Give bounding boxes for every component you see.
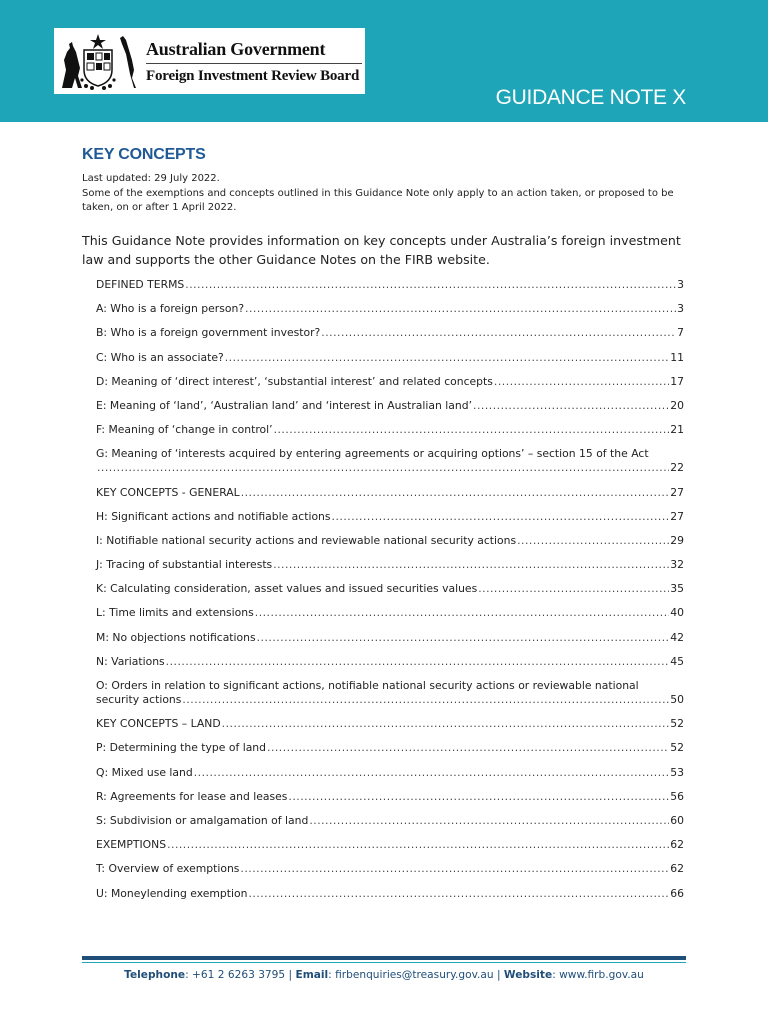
toc-leader: [478, 582, 669, 596]
government-name: Australian Government: [146, 38, 326, 59]
toc-item-page: 27: [670, 509, 684, 523]
toc-item[interactable]: [96, 655, 684, 669]
toc-item-page: 21: [670, 423, 684, 437]
toc-item[interactable]: [96, 375, 684, 389]
toc-item-row: [96, 693, 684, 707]
toc-item[interactable]: [96, 631, 684, 645]
toc-item-page: 62: [670, 862, 684, 876]
agency-name: Foreign Investment Review Board: [146, 67, 360, 84]
toc-item-label: S: Subdivision or amalgamation of land: [96, 813, 309, 827]
logo-text: [146, 38, 362, 85]
toc-item[interactable]: [96, 606, 684, 620]
toc-item[interactable]: [96, 278, 684, 292]
toc-item-page: 22: [670, 461, 684, 475]
toc-item-label: J: Tracing of substantial interests: [96, 558, 273, 572]
toc-item-label: K: Calculating consideration, asset values and issued securities values: [96, 582, 478, 596]
toc-item-label: KEY CONCEPTS - GENERAL: [96, 485, 240, 499]
toc-item[interactable]: [96, 814, 684, 828]
toc-item-page: 62: [670, 838, 684, 852]
toc-item-label: I: Notifiable national security actions and reviewable national security actions: [96, 533, 517, 547]
toc-leader: [288, 790, 669, 804]
toc-leader: [240, 862, 669, 876]
toc-leader: [321, 326, 676, 340]
toc-item[interactable]: [96, 766, 684, 780]
toc-item-label: F: Meaning of ‘change in control’: [96, 423, 273, 437]
toc-leader: [222, 717, 670, 731]
toc-item-page: 40: [670, 606, 684, 620]
toc-item[interactable]: [96, 558, 684, 572]
toc-item-label: L: Time limits and extensions: [96, 606, 254, 620]
toc-item[interactable]: [96, 534, 684, 548]
telephone-label: Telephone: [124, 969, 186, 981]
table-of-contents: [96, 278, 684, 911]
toc-leader: [245, 302, 676, 316]
toc-item-page: 17: [670, 374, 684, 388]
toc-item[interactable]: [96, 486, 684, 500]
toc-item-page: 20: [670, 398, 684, 412]
toc-leader: [166, 655, 670, 669]
toc-leader: [225, 351, 670, 365]
toc-item-label: B: Who is a foreign government investor?: [96, 326, 321, 340]
toc-leader: [309, 814, 669, 828]
toc-item[interactable]: [96, 790, 684, 804]
toc-item[interactable]: [96, 447, 684, 475]
toc-item-label: G: Meaning of ‘interests acquired by entering agreements or acquiring options’ – section 15 of the Act: [96, 447, 649, 461]
toc-leader: [494, 375, 669, 389]
telephone-value: : +61 2 6263 3795 |: [185, 969, 296, 981]
toc-leader: [332, 510, 670, 524]
toc-item-page: 52: [670, 717, 684, 731]
website-label: Website: [503, 969, 553, 981]
toc-item-label: T: Overview of exemptions: [96, 862, 240, 876]
toc-item-label: P: Determining the type of land: [96, 741, 267, 755]
toc-item-page: 11: [670, 350, 684, 364]
toc-item[interactable]: [96, 302, 684, 316]
toc-item[interactable]: [96, 679, 684, 707]
government-logo: [54, 28, 365, 94]
toc-item[interactable]: [96, 838, 684, 852]
toc-leader: [267, 741, 669, 755]
toc-leader: [167, 838, 669, 852]
toc-item[interactable]: [96, 399, 684, 413]
toc-leader: [274, 423, 670, 437]
toc-leader: [273, 558, 669, 572]
toc-item-page: 50: [670, 693, 684, 706]
toc-item-page: 42: [670, 630, 684, 644]
toc-item-label: N: Variations: [96, 654, 165, 668]
toc-item-label: E: Meaning of ‘land’, ‘Australian land’ and ‘interest in Australian land’: [96, 398, 473, 412]
toc-item[interactable]: [96, 510, 684, 524]
toc-item[interactable]: [96, 717, 684, 731]
toc-item-label: C: Who is an associate?: [96, 350, 224, 364]
page-title: KEY CONCEPTS: [82, 146, 206, 163]
toc-item-page: 27: [670, 485, 684, 499]
toc-item-label: M: No objections notifications: [96, 630, 256, 644]
toc-leader: [194, 766, 670, 780]
toc-item-page: 29: [670, 533, 684, 547]
toc-leader: [248, 887, 669, 901]
toc-item-label-cont: security actions: [96, 693, 182, 706]
toc-item-label: U: Moneylending exemption: [96, 886, 248, 900]
last-updated: Last updated: 29 July 2022.: [82, 173, 220, 184]
toc-item-label: O: Orders in relation to significant actions, notifiable national security actions or reviewable national: [96, 679, 639, 692]
footer-contact: [82, 969, 686, 981]
toc-item[interactable]: [96, 887, 684, 901]
footer-rule-thin: [82, 962, 686, 963]
toc-item-page: 3: [677, 278, 684, 291]
toc-item-page: 7: [677, 326, 684, 340]
header-band: [0, 0, 768, 122]
toc-leader: [185, 278, 676, 292]
toc-item-page: 66: [670, 886, 684, 900]
document-meta: [82, 172, 686, 216]
toc-item-label: H: Significant actions and notifiable actions: [96, 509, 331, 523]
toc-item-page: 45: [670, 654, 684, 668]
toc-leader: [97, 461, 669, 475]
toc-item[interactable]: [96, 582, 684, 596]
toc-leader: [182, 693, 669, 707]
website-value[interactable]: : www.firb.gov.au: [552, 969, 644, 981]
toc-item-label: EXEMPTIONS: [96, 838, 167, 852]
toc-item-page: 53: [670, 765, 684, 779]
toc-leader: [241, 486, 670, 500]
toc-item-label: D: Meaning of ‘direct interest’, ‘substantial interest’ and related concepts: [96, 374, 493, 388]
email-value[interactable]: : firbenquiries@treasury.gov.au |: [328, 969, 504, 981]
coat-of-arms-icon: [56, 30, 140, 92]
email-label: Email: [295, 969, 329, 981]
toc-item[interactable]: [96, 423, 684, 437]
toc-item-page: 60: [670, 813, 684, 827]
toc-item-label: DEFINED TERMS: [96, 278, 185, 291]
toc-item-label: A: Who is a foreign person?: [96, 302, 245, 316]
toc-item-label: R: Agreements for lease and leases: [96, 789, 288, 803]
toc-item-row: [96, 461, 684, 475]
toc-item-page: 35: [670, 582, 684, 596]
toc-item-label: Q: Mixed use land: [96, 765, 193, 779]
toc-item-page: 3: [677, 302, 684, 316]
toc-item-page: 32: [670, 558, 684, 572]
logo-divider: [146, 63, 362, 64]
toc-item-page: 56: [670, 789, 684, 803]
toc-item[interactable]: [96, 326, 684, 340]
toc-item[interactable]: [96, 741, 684, 755]
toc-leader: [257, 631, 670, 645]
footer-rule: [82, 956, 686, 960]
toc-leader: [473, 399, 669, 413]
intro-paragraph: This Guidance Note provides information on key concepts under Australia’s foreign investment law and supports the other Guidance Notes on the FIRB website.: [82, 233, 681, 267]
toc-leader: [517, 534, 669, 548]
applicability-note: Some of the exemptions and concepts outlined in this Guidance Note only apply to an action taken, or proposed to be taken, on or after 1 April 2022.: [82, 187, 674, 213]
guidance-note-label: GUIDANCE NOTE X: [495, 86, 686, 109]
toc-leader: [255, 606, 669, 620]
toc-item-label: KEY CONCEPTS – LAND: [96, 717, 221, 731]
toc-item[interactable]: [96, 351, 684, 365]
toc-item-page: 52: [670, 741, 684, 755]
toc-item[interactable]: [96, 862, 684, 876]
